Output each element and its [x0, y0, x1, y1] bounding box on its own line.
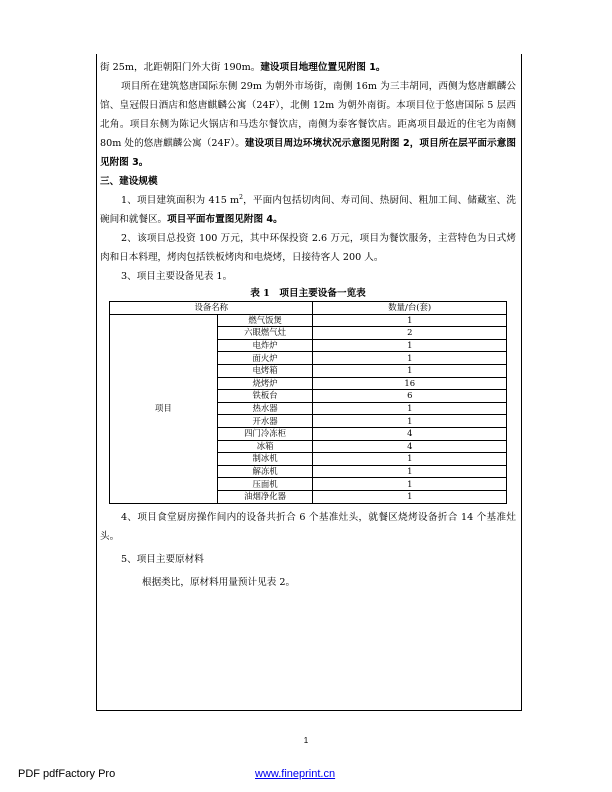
- section-3-title: 三、建设规模: [100, 176, 158, 187]
- equipment-name: 制冰机: [217, 453, 313, 466]
- equipment-quantity: 1: [313, 490, 507, 503]
- equipment-quantity: 1: [313, 415, 507, 428]
- equipment-quantity: 4: [313, 427, 507, 440]
- figure2-3-reference: 建设项目周边环境状况示意图见附图 2，项目所在层平面示意图见附图 3。: [100, 138, 517, 168]
- equipment-name: 热水器: [217, 402, 313, 415]
- table-row: [110, 314, 507, 327]
- equipment-name: 面火炉: [217, 352, 313, 365]
- equipment-name: 电炸炉: [217, 339, 313, 352]
- equipment-quantity: 1: [313, 465, 507, 478]
- equipment-quantity: 1: [313, 453, 507, 466]
- equipment-name: 铁板台: [217, 390, 313, 403]
- footer-link[interactable]: www.fineprint.cn: [255, 768, 336, 780]
- equipment-name: 开水器: [217, 415, 313, 428]
- item-3: 3、项目主要设备见表 1。: [121, 271, 233, 282]
- superscript: 2: [239, 193, 243, 201]
- equipment-quantity: 16: [313, 377, 507, 390]
- footer-pdffactory: PDF pdfFactory Pro: [18, 768, 116, 780]
- equipment-name: 六眼燃气灶: [217, 327, 313, 340]
- equipment-name: 解冻机: [217, 465, 313, 478]
- equipment-name: 油烟净化器: [217, 490, 313, 503]
- equipment-quantity: 1: [313, 364, 507, 377]
- header-quantity: 数量/台(套): [313, 302, 507, 315]
- table-caption: 表 1 项目主要设备一览表: [250, 288, 366, 299]
- equipment-quantity: 1: [313, 402, 507, 415]
- equipment-quantity: 1: [313, 314, 507, 327]
- equipment-table: [109, 301, 507, 504]
- equipment-name: 四门冷冻柜: [217, 427, 313, 440]
- item-1: 1、项目建筑面积为 415 $m^2$，平面内包括切肉间、寿司间、热厨间、粗加工间、储藏室、洗碗间和就餐区。项目平面布置图见附图 4。: [100, 193, 516, 225]
- equipment-quantity: 1: [313, 339, 507, 352]
- equipment-quantity: 1: [313, 352, 507, 365]
- equipment-quantity: 2: [313, 327, 507, 340]
- equipment-name: 冰箱: [217, 440, 313, 453]
- equipment-quantity: 4: [313, 440, 507, 453]
- equipment-quantity: 6: [313, 390, 507, 403]
- table-group-label: 项目: [110, 314, 218, 503]
- equipment-name: 烧烤炉: [217, 377, 313, 390]
- item-5: 5、项目主要原材料: [121, 553, 204, 565]
- paragraph-surroundings: 项目所在建筑悠唐国际东侧 29m 为朝外市场街，南侧 16m 为三丰胡同，西侧为悠唐麒麟公馆、皇冠假日酒店和悠唐麒麟公寓（24F），北侧 12m 为朝外南街。本项目位于悠唐国际 5 层西北角。项目东侧为陈记火锅店和马迭尔餐饮店，南侧为泰客餐饮店。距离项目最近的住宅为南侧 80m 处的悠唐麒麟公寓（24F）。建设项目周边环境状况示意图见附图 2，项目所在层平面示意图见附图 3。: [100, 81, 517, 168]
- header-equipment-name: 设备名称: [110, 302, 313, 315]
- item-2: 2、该项目总投资 100 万元，其中环保投资 2.6 万元，项目为餐饮服务，主营特色为日式烤肉和日本料理，烤肉包括铁板烤肉和电烧烤，日接待客人 200 人。: [100, 233, 516, 263]
- figure1-reference: 建设项目地理位置见附图 1。: [260, 62, 386, 73]
- equipment-quantity: 1: [313, 478, 507, 491]
- table-header-row: [110, 302, 507, 315]
- page-number: 1: [303, 736, 309, 745]
- equipment-name: 电烤箱: [217, 364, 313, 377]
- paragraph-location-end: 街 25m，北距朝阳门外大街 190m。建设项目地理位置见附图 1。: [100, 62, 386, 73]
- equipment-name: 燃气饭煲: [217, 314, 313, 327]
- item-4: 4、项目食堂厨房操作间内的设备共折合 6 个基准灶头，就餐区烧烤设备折合 14 个基准灶头。: [100, 511, 516, 542]
- equipment-name: 压面机: [217, 478, 313, 491]
- figure4-reference: 项目平面布置图见附图 4。: [167, 214, 283, 225]
- document-body: [100, 58, 516, 592]
- item-5-description: 根据类比，原材料用量预计见表 2。: [142, 576, 296, 588]
